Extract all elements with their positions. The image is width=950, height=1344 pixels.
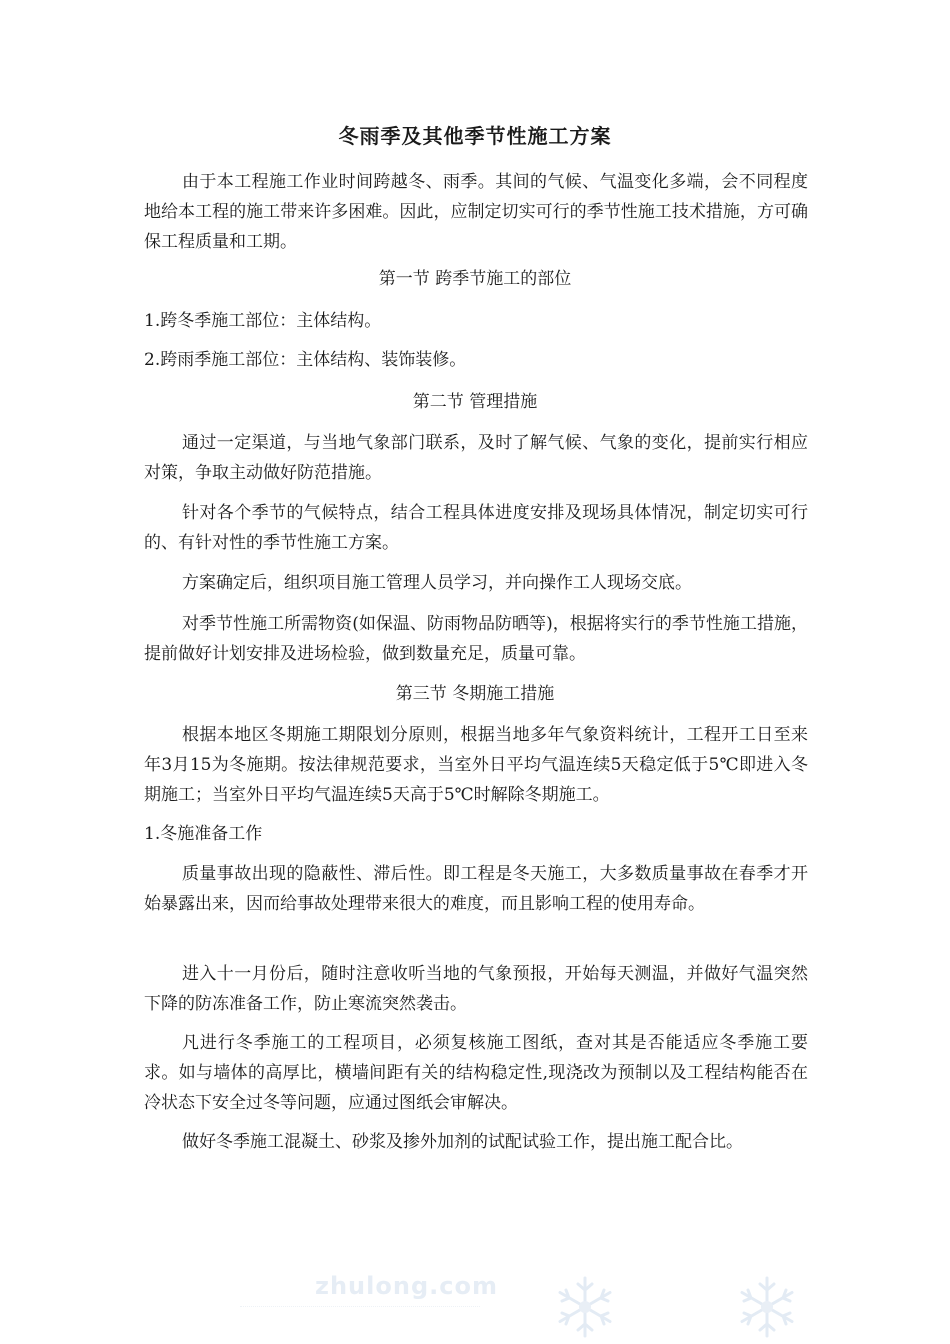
- section-3-paragraph-1: 质量事故出现的隐蔽性、滞后性。即工程是冬天施工，大多数质量事故在春季才开始暴露出来，因而给事故处理带来很大的难度，而且影响工程的使用寿命。: [144, 864, 808, 914]
- section-2-paragraph-4: 对季节性施工所需物资(如保温、防雨物品防晒等)，根据将实行的季节性施工措施，提前做好计划安排及进场检验，做到数量充足，质量可靠。: [144, 614, 808, 664]
- watermark-divider: [240, 1306, 480, 1308]
- section-1-item-2: 2.跨雨季施工部位：主体结构、装饰装修。: [144, 350, 467, 370]
- section-1-item-1: 1.跨冬季施工部位：主体结构。: [144, 311, 382, 331]
- section-2-heading: 第二节 管理措施: [412, 392, 538, 412]
- snowflake-icon: [552, 1274, 618, 1340]
- section-2-paragraph-3: 方案确定后，组织项目施工管理人员学习，并向操作工人现场交底。: [182, 573, 692, 593]
- intro-paragraph: 由于本工程施工作业时间跨越冬、雨季。其间的气候、气温变化多端，会不同程度地给本工程的施工带来许多困难。因此，应制定切实可行的季节性施工技术措施，方可确保工程质量和工期。: [144, 172, 808, 252]
- document-title: 冬雨季及其他季节性施工方案: [338, 124, 612, 148]
- section-3-paragraph-3: 凡进行冬季施工的工程项目，必须复核施工图纸，查对其是否能适应冬季施工要求。如与墙体的高厚比，横墙间距有关的结构稳定性,现浇改为预制以及工程结构能否在冷状态下安全过冬等问题，应通过图纸会审解决。: [144, 1033, 808, 1113]
- section-1-heading: 第一节 跨季节施工的部位: [378, 269, 572, 289]
- section-3-subheading: 1.冬施准备工作: [144, 824, 263, 844]
- snowflake-icon: [734, 1274, 800, 1340]
- section-3-paragraph-4: 做好冬季施工混凝土、砂浆及掺外加剂的试配试验工作，提出施工配合比。: [182, 1132, 743, 1152]
- section-3-heading: 第三节 冬期施工措施: [395, 684, 555, 704]
- watermark-text: zhulong.com: [315, 1272, 498, 1300]
- section-2-paragraph-2: 针对各个季节的气候特点，结合工程具体进度安排及现场具体情况，制定切实可行的、有针对性的季节性施工方案。: [144, 503, 808, 553]
- section-3-intro: 根据本地区冬期施工期限划分原则，根据当地多年气象资料统计，工程开工日至来年3月15为冬施期。按法律规范要求，当室外日平均气温连续5天稳定低于5℃即进入冬期施工；当室外日平均气温连续5天高于5℃时解除冬期施工。: [144, 725, 808, 805]
- section-3-paragraph-2: 进入十一月份后，随时注意收听当地的气象预报，开始每天测温，并做好气温突然下降的防冻准备工作，防止寒流突然袭击。: [144, 964, 808, 1014]
- section-2-paragraph-1: 通过一定渠道，与当地气象部门联系，及时了解气候、气象的变化，提前实行相应对策，争取主动做好防范措施。: [144, 433, 808, 483]
